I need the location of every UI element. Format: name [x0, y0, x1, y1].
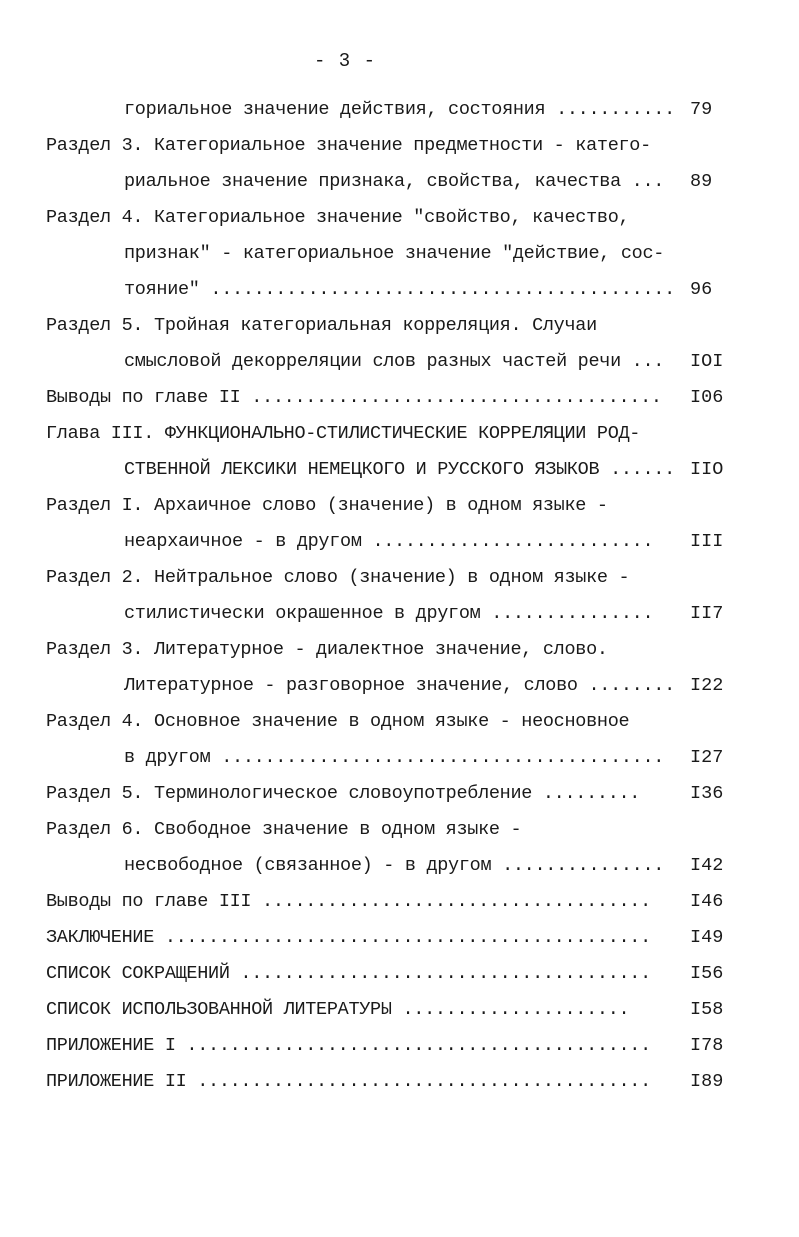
- toc-line-text: Раздел 3. Категориальное значение предметности - катего-: [46, 135, 651, 156]
- toc-line: [0, 164, 799, 200]
- toc-line: [0, 956, 799, 992]
- toc-line: [0, 344, 799, 380]
- toc-line-text: Раздел 6. Свободное значение в одном языке -: [46, 819, 522, 840]
- toc-line-text: СПИСОК ИСПОЛЬЗОВАННОЙ ЛИТЕРАТУРЫ .....................: [46, 999, 630, 1020]
- toc-line-text: смысловой декорреляции слов разных частей речи ...: [124, 351, 665, 372]
- toc-line: [0, 380, 799, 416]
- toc-line-text: признак" - категориальное значение "действие, сос-: [124, 243, 665, 264]
- toc-line-page: IIO: [690, 459, 724, 480]
- toc-line: [0, 1064, 799, 1100]
- toc-line-text: ПРИЛОЖЕНИЕ I ...........................................: [46, 1035, 651, 1056]
- toc-line: [0, 704, 799, 740]
- toc-line-text: Раздел 4. Категориальное значение "свойство, качество,: [46, 207, 630, 228]
- toc-line-page: I27: [690, 747, 724, 768]
- toc-line: [0, 452, 799, 488]
- toc-line: [0, 1028, 799, 1064]
- toc-line: [0, 560, 799, 596]
- toc-line-page: II7: [690, 603, 724, 624]
- toc-line-page: I06: [690, 387, 724, 408]
- toc-line-text: ЗАКЛЮЧЕНИЕ .............................................: [46, 927, 651, 948]
- page-number: - 3 -: [313, 50, 376, 72]
- toc-line-page: I46: [690, 891, 724, 912]
- toc-line-text: Раздел 3. Литературное - диалектное значение, слово.: [46, 639, 608, 660]
- toc-line: [0, 524, 799, 560]
- toc-line-text: тояние" ...........................................: [124, 279, 675, 300]
- table-of-contents: [0, 92, 799, 1100]
- toc-line-page: I89: [690, 1071, 724, 1092]
- toc-line-page: 79: [690, 99, 713, 120]
- toc-line-text: Выводы по главе III ....................................: [46, 891, 651, 912]
- toc-line-page: I78: [690, 1035, 724, 1056]
- toc-line-page: III: [690, 531, 724, 552]
- toc-line-text: СТВЕННОЙ ЛЕКСИКИ НЕМЕЦКОГО И РУССКОГО ЯЗЫКОВ ......: [124, 459, 675, 480]
- toc-line-text: Глава III. ФУНКЦИОНАЛЬНО-СТИЛИСТИЧЕСКИЕ КОРРЕЛЯЦИИ РОД-: [46, 423, 641, 444]
- toc-line-text: Раздел 4. Основное значение в одном языке - неосновное: [46, 711, 630, 732]
- toc-line: [0, 308, 799, 344]
- toc-line-text: Раздел 5. Тройная категориальная корреляция. Случаи: [46, 315, 597, 336]
- toc-line-text: Раздел 5. Терминологическое словоупотребление .........: [46, 783, 641, 804]
- toc-line-text: ПРИЛОЖЕНИЕ II ..........................................: [46, 1071, 651, 1092]
- toc-line: [0, 812, 799, 848]
- toc-line-page: IOI: [690, 351, 724, 372]
- toc-line-text: Литературное - разговорное значение, слово ........: [124, 675, 675, 696]
- toc-line-text: СПИСОК СОКРАЩЕНИЙ ......................................: [46, 963, 651, 984]
- toc-line: [0, 92, 799, 128]
- toc-line-page: 89: [690, 171, 713, 192]
- toc-line-page: I49: [690, 927, 724, 948]
- toc-line-text: стилистически окрашенное в другом ...............: [124, 603, 654, 624]
- toc-line-text: риальное значение признака, свойства, качества ...: [124, 171, 665, 192]
- toc-line: [0, 416, 799, 452]
- toc-line: [0, 488, 799, 524]
- toc-line: [0, 668, 799, 704]
- toc-line-page: 96: [690, 279, 713, 300]
- toc-line-text: неархаичное - в другом ..........................: [124, 531, 654, 552]
- toc-line: [0, 128, 799, 164]
- toc-line-text: Раздел I. Архаичное слово (значение) в одном языке -: [46, 495, 608, 516]
- toc-line: [0, 992, 799, 1028]
- toc-line-text: Раздел 2. Нейтральное слово (значение) в одном языке -: [46, 567, 630, 588]
- toc-line-page: I42: [690, 855, 724, 876]
- toc-line: [0, 884, 799, 920]
- toc-line: [0, 200, 799, 236]
- toc-line: [0, 236, 799, 272]
- toc-line: [0, 848, 799, 884]
- toc-line-page: I58: [690, 999, 724, 1020]
- toc-line-page: I36: [690, 783, 724, 804]
- toc-line-text: Выводы по главе II ......................................: [46, 387, 662, 408]
- toc-line-text: гориальное значение действия, состояния ...........: [124, 99, 675, 120]
- toc-line: [0, 920, 799, 956]
- toc-line: [0, 596, 799, 632]
- toc-line-text: несвободное (связанное) - в другом ...............: [124, 855, 665, 876]
- toc-line: [0, 272, 799, 308]
- toc-line: [0, 740, 799, 776]
- toc-line-text: в другом .........................................: [124, 747, 665, 768]
- toc-line: [0, 776, 799, 812]
- toc-line-page: I56: [690, 963, 724, 984]
- toc-line-page: I22: [690, 675, 724, 696]
- toc-line: [0, 632, 799, 668]
